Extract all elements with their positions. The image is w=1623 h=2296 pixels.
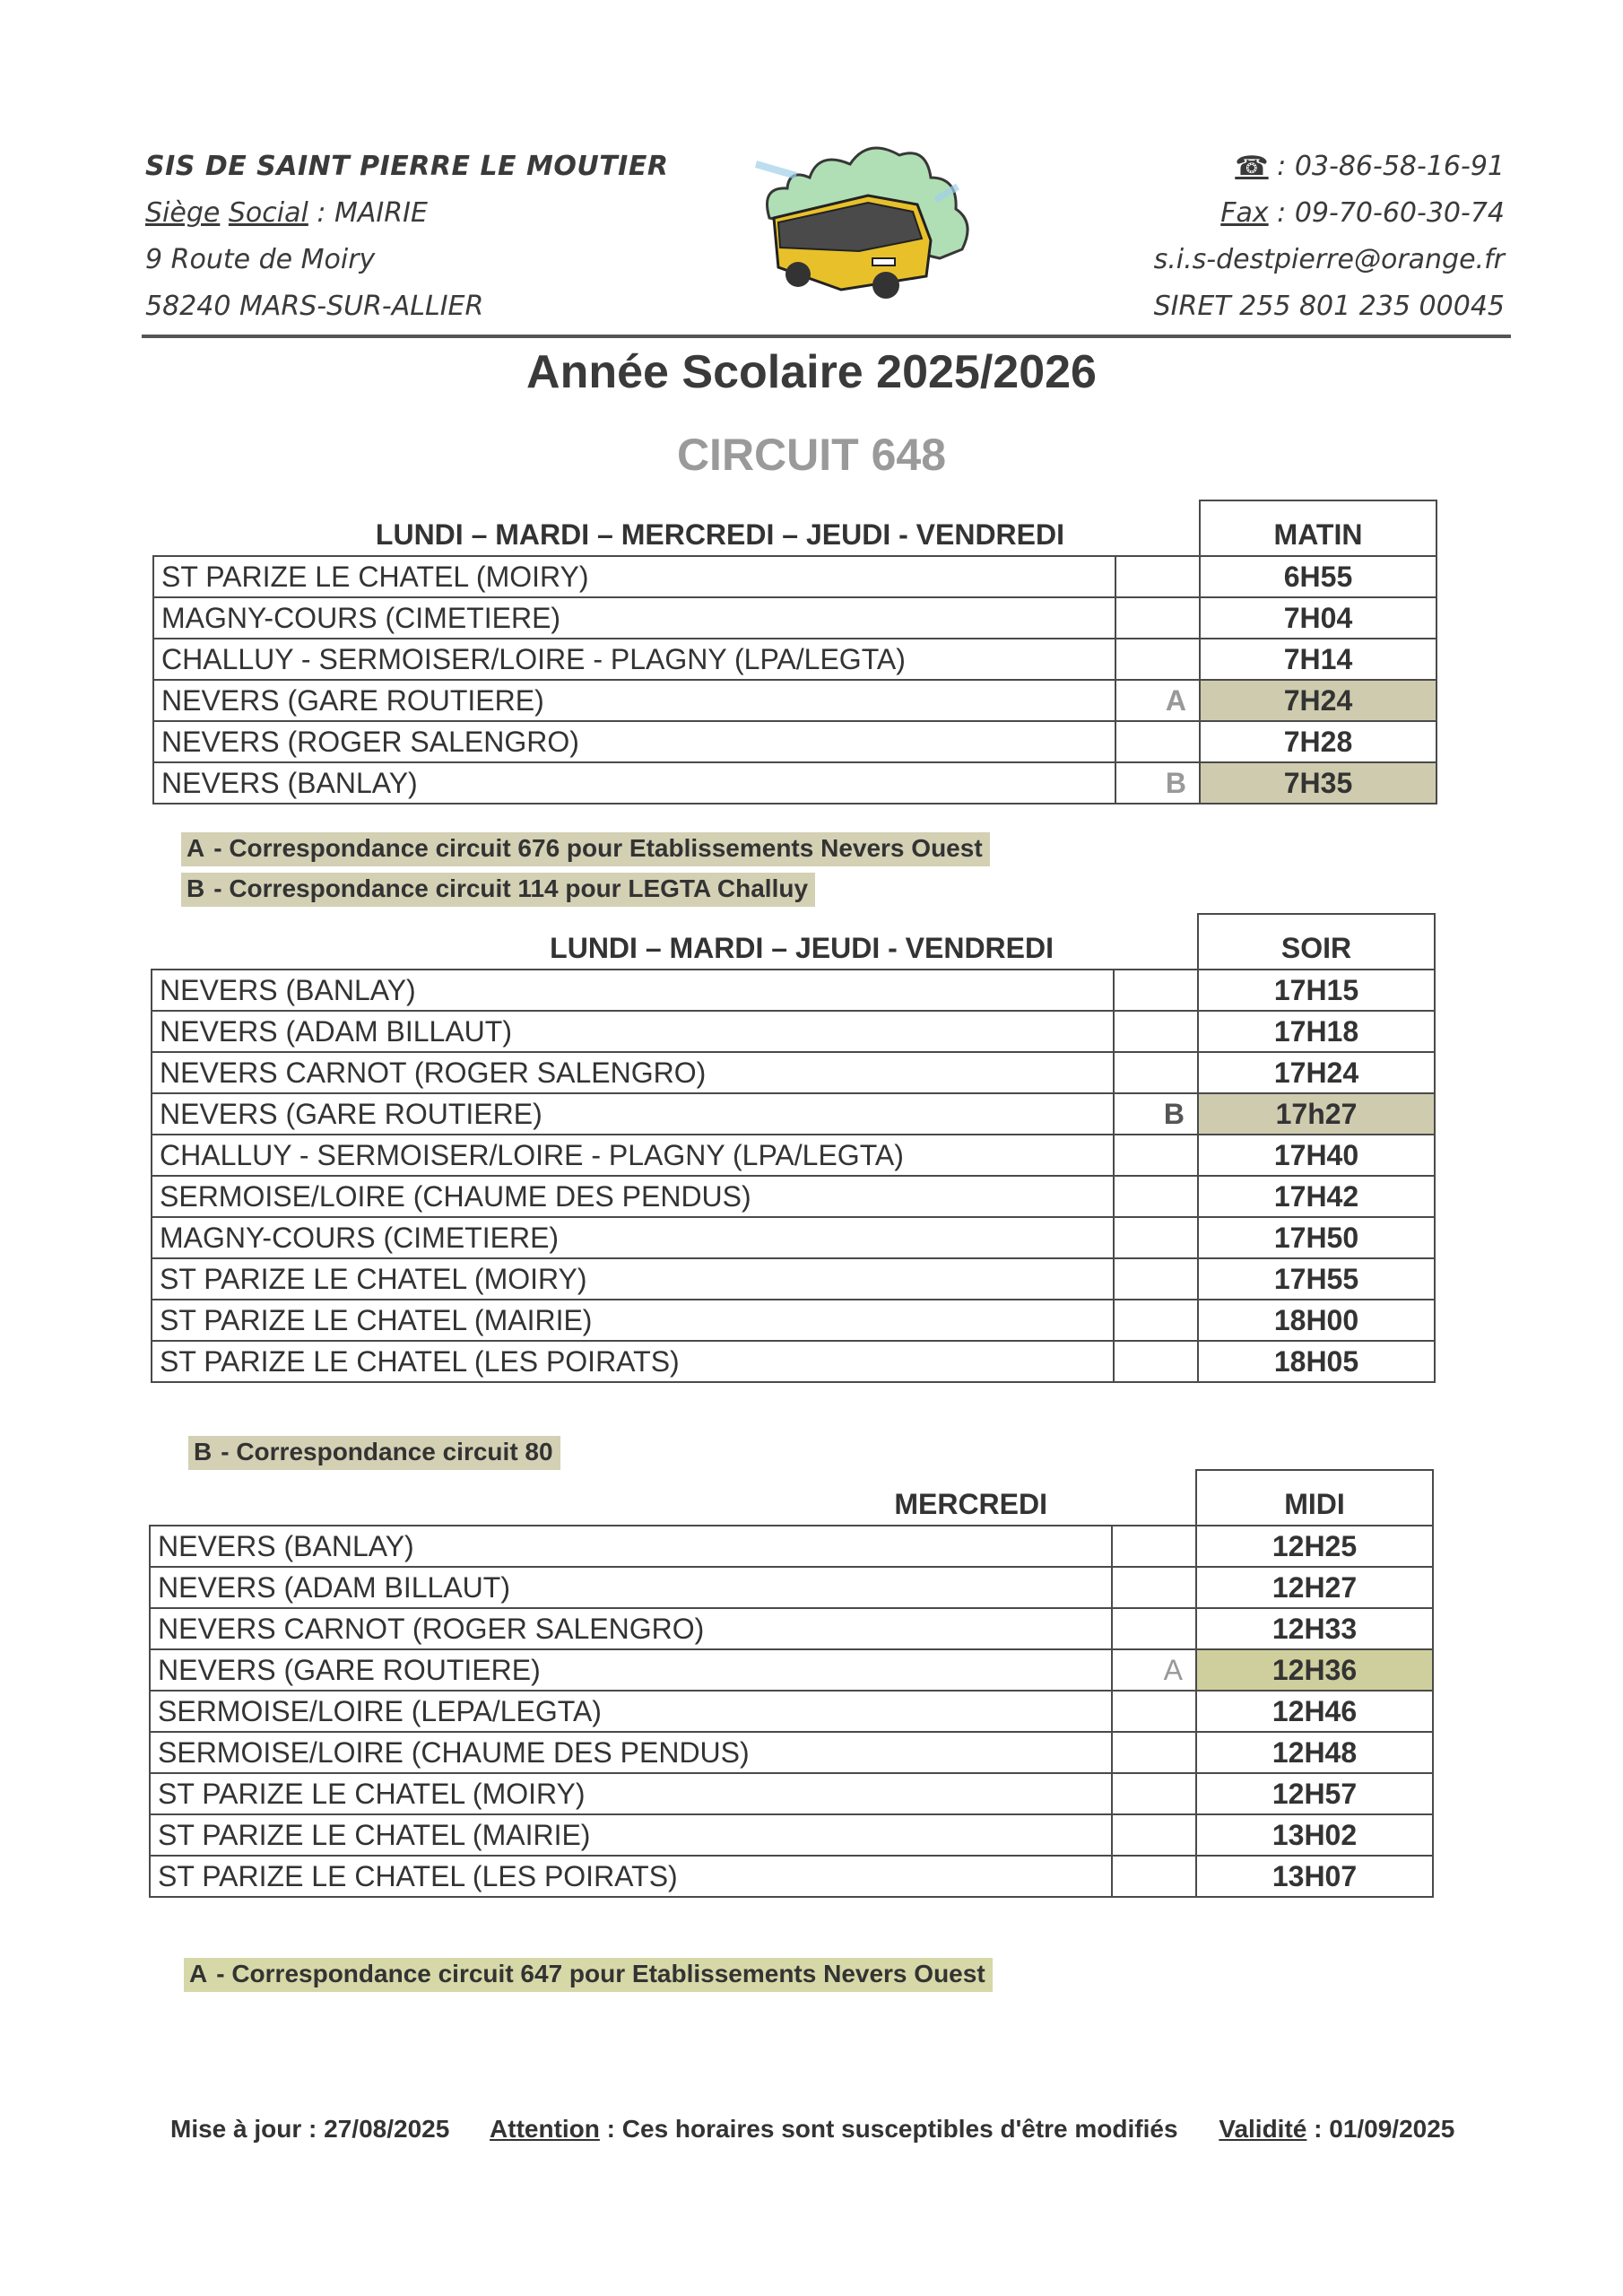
table-row — [152, 1176, 1435, 1217]
table-row — [153, 556, 1436, 597]
table-row — [152, 970, 1435, 1011]
footer — [170, 2115, 1488, 2144]
attention-notice — [490, 2115, 1178, 2143]
stop-name: MAGNY-COURS (CIMETIERE) — [153, 597, 1115, 639]
stop-time: 13H07 — [1196, 1856, 1433, 1897]
table-row — [152, 1300, 1435, 1341]
stop-name: CHALLUY - SERMOISER/LOIRE - PLAGNY (LPA/LEGTA) — [152, 1135, 1114, 1176]
table-row — [152, 1217, 1435, 1258]
validity-notice — [1219, 2115, 1454, 2143]
connection-mark — [1114, 1052, 1198, 1093]
stop-name: ST PARIZE LE CHATEL (MAIRIE) — [152, 1300, 1114, 1341]
period-header: SOIR — [1198, 914, 1435, 970]
schedule-table-midi — [149, 1469, 1434, 1898]
stop-name: CHALLUY - SERMOISER/LOIRE - PLAGNY (LPA/LEGTA) — [153, 639, 1115, 680]
sky-stroke — [756, 164, 796, 176]
stop-time: 12H33 — [1196, 1608, 1433, 1649]
stop-name: SERMOISE/LOIRE (CHAUME DES PENDUS) — [150, 1732, 1112, 1773]
stop-time: 12H48 — [1196, 1732, 1433, 1773]
stop-name: NEVERS (BANLAY) — [153, 762, 1115, 804]
stop-time: 17H55 — [1198, 1258, 1435, 1300]
table-row — [150, 1567, 1433, 1608]
connection-mark — [1114, 1011, 1198, 1052]
table-row — [150, 1649, 1433, 1691]
footnote-key: A — [189, 1960, 208, 1987]
bus-headlight — [872, 258, 895, 265]
footnote-a-midi — [184, 1958, 993, 1992]
days-header: MERCREDI — [894, 1488, 1047, 1520]
connection-mark — [1115, 597, 1200, 639]
table-row — [153, 721, 1436, 762]
footnote-key: A — [187, 834, 205, 862]
connection-mark — [1112, 1856, 1196, 1897]
connection-mark — [1112, 1567, 1196, 1608]
stop-name: SERMOISE/LOIRE (CHAUME DES PENDUS) — [152, 1176, 1114, 1217]
table-row — [150, 1526, 1433, 1567]
table-row — [150, 1856, 1433, 1897]
footnote-b-soir — [188, 1436, 560, 1470]
footnote-key: B — [194, 1438, 213, 1465]
stop-name: NEVERS (GARE ROUTIERE) — [152, 1093, 1114, 1135]
stop-time: 18H00 — [1198, 1300, 1435, 1341]
phone-number: : 03-86-58-16-91 — [1268, 151, 1505, 182]
stop-time-highlighted: 7H35 — [1200, 762, 1436, 804]
table-row — [150, 1773, 1433, 1814]
fax-label: Fax — [1220, 197, 1269, 229]
siret-number: SIRET 255 801 235 00045 — [1153, 291, 1505, 322]
table-row — [152, 1341, 1435, 1382]
connection-mark — [1114, 970, 1198, 1011]
stop-time: 17H50 — [1198, 1217, 1435, 1258]
connection-mark — [1112, 1814, 1196, 1856]
table-row — [153, 597, 1436, 639]
email-address[interactable]: s.i.s-destpierre@orange.fr — [1153, 244, 1505, 275]
connection-mark: B — [1115, 762, 1200, 804]
table-row — [153, 762, 1436, 804]
validity-text: : 01/09/2025 — [1306, 2115, 1455, 2143]
siege-label-1: Siège — [145, 197, 221, 229]
connection-mark — [1114, 1300, 1198, 1341]
connection-mark — [1114, 1135, 1198, 1176]
footnote-text: - Correspondance circuit 647 pour Etablissements Nevers Ouest — [216, 1960, 985, 1987]
stop-name: ST PARIZE LE CHATEL (MOIRY) — [152, 1258, 1114, 1300]
stop-time: 17H42 — [1198, 1176, 1435, 1217]
schedule-table-soir — [151, 913, 1436, 1383]
stop-name: NEVERS (BANLAY) — [150, 1526, 1112, 1567]
connection-mark — [1112, 1608, 1196, 1649]
circuit-title: CIRCUIT 648 — [676, 430, 947, 480]
page-title: Année Scolaire 2025/2026 — [526, 346, 1097, 398]
connection-mark — [1112, 1732, 1196, 1773]
address-line: 9 Route de Moiry — [145, 244, 376, 275]
footnote-text: - Correspondance circuit 676 pour Etablissements Nevers Ouest — [213, 834, 983, 862]
stop-name: NEVERS (ROGER SALENGRO) — [153, 721, 1115, 762]
city-line: 58240 MARS-SUR-ALLIER — [145, 291, 484, 322]
table-row — [150, 1691, 1433, 1732]
stop-time-highlighted: 7H24 — [1200, 680, 1436, 721]
footnote-text: - Correspondance circuit 80 — [221, 1438, 553, 1465]
stop-time: 18H05 — [1198, 1341, 1435, 1382]
stop-name: NEVERS CARNOT (ROGER SALENGRO) — [150, 1608, 1112, 1649]
stop-name: ST PARIZE LE CHATEL (MOIRY) — [150, 1773, 1112, 1814]
stop-name: ST PARIZE LE CHATEL (MAIRIE) — [150, 1814, 1112, 1856]
connection-mark — [1112, 1526, 1196, 1567]
stop-time: 17H40 — [1198, 1135, 1435, 1176]
schedule-table-matin — [152, 500, 1437, 804]
table-row — [152, 1093, 1435, 1135]
siege-value: : MAIRIE — [308, 197, 428, 229]
connection-mark — [1114, 1341, 1198, 1382]
footnote-b-matin — [181, 873, 815, 907]
header-divider — [142, 335, 1511, 338]
table-row — [152, 1258, 1435, 1300]
connection-mark: A — [1112, 1649, 1196, 1691]
period-header: MIDI — [1196, 1470, 1433, 1526]
days-header: LUNDI – MARDI – JEUDI - VENDREDI — [550, 932, 1054, 964]
connection-mark: A — [1115, 680, 1200, 721]
stop-time: 12H25 — [1196, 1526, 1433, 1567]
connection-mark — [1115, 639, 1200, 680]
connection-mark: B — [1114, 1093, 1198, 1135]
stop-name: ST PARIZE LE CHATEL (LES POIRATS) — [152, 1341, 1114, 1382]
validity-label: Validité — [1219, 2115, 1307, 2143]
table-header-row — [152, 914, 1435, 970]
table-row — [153, 680, 1436, 721]
stop-time: 17H15 — [1198, 970, 1435, 1011]
fax-number: : 09-70-60-30-74 — [1268, 197, 1505, 229]
table-header-row — [150, 1470, 1433, 1526]
attention-text: : Ces horaires sont susceptibles d'être modifiés — [599, 2115, 1178, 2143]
connection-mark — [1112, 1773, 1196, 1814]
stop-name: NEVERS (GARE ROUTIERE) — [150, 1649, 1112, 1691]
stop-name: NEVERS CARNOT (ROGER SALENGRO) — [152, 1052, 1114, 1093]
table-row — [150, 1608, 1433, 1649]
stop-time: 12H46 — [1196, 1691, 1433, 1732]
stop-time: 7H04 — [1200, 597, 1436, 639]
connection-mark — [1115, 721, 1200, 762]
bus-wheel-front — [872, 272, 899, 299]
school-bus-logo — [733, 133, 985, 303]
stop-name: NEVERS (GARE ROUTIERE) — [153, 680, 1115, 721]
stop-time: 6H55 — [1200, 556, 1436, 597]
phone-line — [1154, 144, 1505, 190]
connection-mark — [1115, 556, 1200, 597]
stop-name: SERMOISE/LOIRE (LEPA/LEGTA) — [150, 1691, 1112, 1732]
stop-time: 13H02 — [1196, 1814, 1433, 1856]
stop-name: MAGNY-COURS (CIMETIERE) — [152, 1217, 1114, 1258]
connection-mark — [1114, 1217, 1198, 1258]
connection-mark — [1112, 1691, 1196, 1732]
fax-line — [1154, 190, 1505, 237]
footnote-a-matin — [181, 832, 990, 866]
stop-time-highlighted: 17h27 — [1198, 1093, 1435, 1135]
table-row — [150, 1732, 1433, 1773]
stop-time: 12H57 — [1196, 1773, 1433, 1814]
org-name: SIS DE SAINT PIERRE LE MOUTIER — [145, 151, 669, 182]
table-row — [150, 1814, 1433, 1856]
stop-name: NEVERS (ADAM BILLAUT) — [150, 1567, 1112, 1608]
stop-name: NEVERS (BANLAY) — [152, 970, 1114, 1011]
update-date: Mise à jour : 27/08/2025 — [170, 2115, 450, 2143]
days-header: LUNDI – MARDI – MERCREDI – JEUDI - VENDREDI — [375, 518, 1064, 551]
stop-time: 7H14 — [1200, 639, 1436, 680]
siege-label-2: Social — [228, 197, 308, 229]
table-header-row — [153, 500, 1436, 556]
stop-time: 12H27 — [1196, 1567, 1433, 1608]
period-header: MATIN — [1200, 500, 1436, 556]
table-row — [152, 1052, 1435, 1093]
org-address-block — [145, 144, 668, 330]
bus-wheel-rear — [785, 262, 811, 287]
table-row — [152, 1135, 1435, 1176]
telephone-icon: ☎ — [1235, 151, 1269, 182]
table-row — [153, 639, 1436, 680]
siege-social-line — [145, 190, 668, 237]
stop-time: 7H28 — [1200, 721, 1436, 762]
stop-name: ST PARIZE LE CHATEL (MOIRY) — [153, 556, 1115, 597]
footnote-text: - Correspondance circuit 114 pour LEGTA Challuy — [213, 874, 809, 902]
stop-name: NEVERS (ADAM BILLAUT) — [152, 1011, 1114, 1052]
contact-block — [1154, 144, 1505, 330]
footnote-key: B — [187, 874, 205, 902]
connection-mark — [1114, 1176, 1198, 1217]
table-row — [152, 1011, 1435, 1052]
stop-time: 17H24 — [1198, 1052, 1435, 1093]
attention-label: Attention — [490, 2115, 600, 2143]
stop-time-highlighted: 12H36 — [1196, 1649, 1433, 1691]
connection-mark — [1114, 1258, 1198, 1300]
stop-name: ST PARIZE LE CHATEL (LES POIRATS) — [150, 1856, 1112, 1897]
stop-time: 17H18 — [1198, 1011, 1435, 1052]
